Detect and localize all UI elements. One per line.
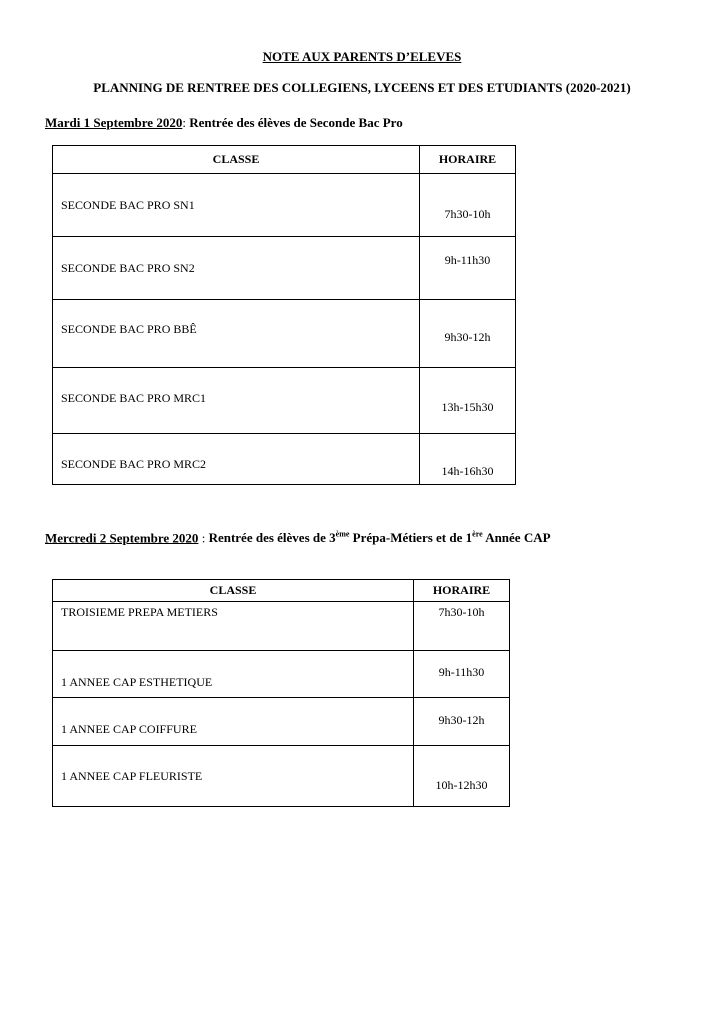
section-description: Rentrée des élèves de Seconde Bac Pro xyxy=(189,115,403,130)
section-heading-wednesday xyxy=(45,530,551,546)
column-header-classe: CLASSE xyxy=(53,580,414,602)
class-cell xyxy=(53,698,414,746)
document-title: NOTE AUX PARENTS D’ELEVES xyxy=(262,49,462,64)
description-superscript: ère xyxy=(472,530,483,539)
class-name: 1 ANNEE CAP COIFFURE xyxy=(61,722,197,736)
section-date: Mardi 1 Septembre 2020 xyxy=(45,115,183,130)
table-row xyxy=(53,174,516,237)
document-subtitle: PLANNING DE RENTREE DES COLLEGIENS, LYCEENS ET DES ETUDIANTS (2020-2021) xyxy=(93,80,631,95)
section-heading-tuesday xyxy=(45,115,403,131)
class-cell xyxy=(53,746,414,807)
time-cell xyxy=(414,698,510,746)
table-header-row xyxy=(53,146,516,174)
time-cell xyxy=(420,300,516,368)
table-row xyxy=(53,434,516,485)
time-slot: 7h30-10h xyxy=(444,207,491,221)
description-part: Prépa-Métiers et de 1 xyxy=(349,530,473,546)
time-cell xyxy=(420,368,516,434)
time-cell xyxy=(420,434,516,485)
time-slot: 14h-16h30 xyxy=(441,464,494,478)
column-header-classe: CLASSE xyxy=(53,146,420,174)
class-cell xyxy=(53,237,420,300)
class-name: SECONDE BAC PRO MRC1 xyxy=(61,391,207,405)
class-name: SECONDE BAC PRO BBÊ xyxy=(61,322,197,336)
time-cell xyxy=(414,746,510,807)
column-header-horaire: HORAIRE xyxy=(420,146,516,174)
class-name: SECONDE BAC PRO SN2 xyxy=(61,261,195,275)
class-cell xyxy=(53,300,420,368)
table-row xyxy=(53,237,516,300)
time-slot: 9h30-12h xyxy=(444,330,491,344)
table-row xyxy=(53,698,510,746)
class-cell xyxy=(53,602,414,651)
table-row xyxy=(53,300,516,368)
column-header-horaire: HORAIRE xyxy=(414,580,510,602)
description-part: Rentrée des élèves de 3 xyxy=(208,530,336,546)
time-slot: 7h30-10h xyxy=(438,605,485,619)
time-slot: 9h30-12h xyxy=(438,713,485,727)
class-cell xyxy=(53,434,420,485)
class-name: 1 ANNEE CAP ESTHETIQUE xyxy=(61,675,213,689)
table-row xyxy=(53,368,516,434)
time-slot: 10h-12h30 xyxy=(435,778,488,792)
class-cell xyxy=(53,174,420,237)
section-description xyxy=(209,530,551,545)
time-cell xyxy=(420,174,516,237)
section-separator: : xyxy=(182,115,186,130)
description-superscript: ème xyxy=(335,530,350,539)
class-name: SECONDE BAC PRO SN1 xyxy=(61,198,195,212)
class-name: SECONDE BAC PRO MRC2 xyxy=(61,457,207,471)
description-part: Année CAP xyxy=(482,530,551,546)
section-date: Mercredi 2 Septembre 2020 xyxy=(45,530,199,546)
time-slot: 9h-11h30 xyxy=(444,253,491,267)
class-cell xyxy=(53,368,420,434)
table-row xyxy=(53,651,510,698)
time-cell xyxy=(414,602,510,651)
time-slot: 9h-11h30 xyxy=(438,665,485,679)
time-slot: 13h-15h30 xyxy=(441,400,494,414)
time-cell xyxy=(420,237,516,300)
class-cell xyxy=(53,651,414,698)
schedule-table-tuesday xyxy=(52,145,516,485)
table-row xyxy=(53,602,510,651)
section-separator: : xyxy=(198,530,209,546)
class-name: 1 ANNEE CAP FLEURISTE xyxy=(61,769,203,783)
time-cell xyxy=(414,651,510,698)
table-row xyxy=(53,746,510,807)
table-header-row xyxy=(53,580,510,602)
class-name: TROISIEME PREPA METIERS xyxy=(61,605,218,619)
schedule-table-wednesday xyxy=(52,579,510,807)
